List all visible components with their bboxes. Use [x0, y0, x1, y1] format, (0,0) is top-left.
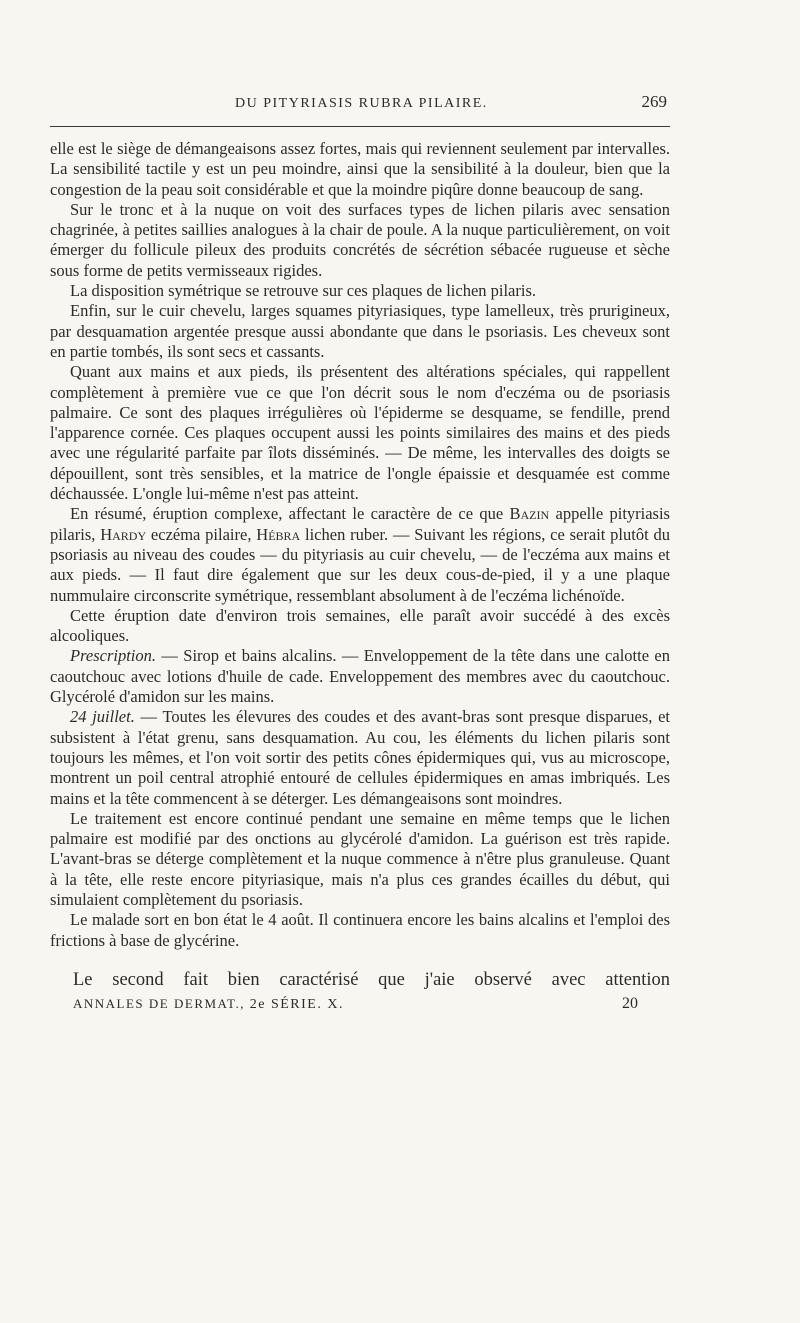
running-header — [50, 92, 670, 118]
running-title: DU PITYRIASIS RUBRA PILAIRE. — [235, 96, 488, 111]
paragraph-7: Cette éruption date d'environ trois semaines, elle paraît avoir succédé à des excès alcooliques. — [50, 605, 670, 646]
prescription-label: Prescription. — [70, 646, 157, 666]
paragraph-6 — [50, 504, 670, 605]
journal-signature — [73, 996, 344, 1013]
page — [50, 92, 670, 1013]
body-text — [50, 139, 670, 951]
author-hebra: Hébra — [256, 524, 301, 544]
signature-number: 20 — [622, 994, 638, 1012]
paragraph-9 — [50, 707, 670, 808]
paragraph-11: Le malade sort en bon état le 4 août. Il continuera encore les bains alcalins et l'emploi des frictions à base de glycérine. — [50, 910, 670, 950]
journal-name: ANNALES DE DERMAT., — [73, 995, 250, 1011]
date-entry-text: — Toutes les élevures des coudes et des avant-bras sont presque disparues, et subsistent à l'état grenu, sans desquamation. Au cou, les éléments du lichen pilaris sont toujours les mêmes, et l'on voit sortir des petits cônes épidermiques qui, vus au microscope, montrent un poil central atrophié entouré de cellules épidermiques en amas imbriqués. Les mains et la tête commencent à se déterger. Les démangeaisons sont moindres. — [50, 707, 670, 808]
paragraph-3: La disposition symétrique se retrouve sur ces plaques de lichen pilaris. — [70, 281, 537, 301]
author-hardy: Hardy — [100, 524, 147, 544]
header-rule — [50, 126, 670, 127]
closing-line: Le second fait bien caractérisé que j'aie observé avec attention — [73, 969, 670, 990]
journal-series: 2e SÉRIE. X. — [249, 996, 344, 1012]
paragraph-6-text-d: lichen ruber. — Suivant les régions, ce serait plutôt du psoriasis au niveau des coudes — du pityriasis au cuir chevelu, — de l'eczéma aux mains et aux pieds. — Il faut dire également que sur les deux cous-de-pied, il y a une plaque nummulaire circonscrite symétrique, ressemblant absolument à de l'eczéma lichénoïde. — [50, 524, 670, 605]
paragraph-6-text-a: En résumé, éruption complexe, affectant le caractère de ce que — [70, 504, 510, 524]
paragraph-2: Sur le tronc et à la nuque on voit des surfaces types de lichen pilaris avec sensation chagrinée, à petites saillies analogues à la chair de poule. A la nuque particulièrement, on voit émerger du follicule pileux des produits concrétés de sécrétion sébacée rugueuse et sèche sous forme de petits vermisseaux rigides. — [50, 199, 670, 280]
author-bazin: Bazin — [509, 504, 550, 524]
paragraph-5: Quant aux mains et aux pieds, ils présentent des altérations spéciales, qui rappellent complètement à première vue ce que l'on décrit sous le nom d'eczéma ou de psoriasis palmaire. Ce sont des plaques irrégulières où l'épiderme se desquame, se fendille, prend l'apparence cornée. Ces plaques occupent aussi les points similaires des mains et des pieds avec une régularité parfaite par îlots disséminés. — De même, les intervalles des doigts se dépouillent, sont très sensibles, et la matrice de l'ongle épaissie et desquamée est comme déchaussée. L'ongle lui-même n'est pas atteint. — [50, 362, 670, 504]
paragraph-4: Enfin, sur le cuir chevelu, larges squames pityriasiques, type lamelleux, très prurigineux, par desquamation argentée presque aussi abondante que dans le psoriasis. Les cheveux sont en partie tombés, ils sont secs et cassants. — [50, 301, 670, 361]
paragraph-6-text-b: appelle pityriasis pilaris, — [50, 504, 670, 544]
paragraph-10: Le traitement est encore continué pendant une semaine en même temps que le lichen palmaire est modifié par des onctions au glycérolé d'amidon. La guérison est très rapide. L'avant-bras se déterge complètement et la nuque commence à n'être plus granuleuse. Quant à la tête, elle reste encore pityriasique, mais n'a plus ces grandes écailles du début, qui simulaient complètement du psoriasis. — [50, 808, 670, 909]
date-label: 24 juillet. — [70, 707, 135, 727]
prescription-text: — Sirop et bains alcalins. — Enveloppement de la tête dans une calotte en caoutchouc avec lotions d'huile de cade. Enveloppement des membres avec du caoutchouc. Glycérolé d'amidon sur les mains. — [50, 646, 670, 707]
paragraph-8 — [50, 646, 670, 707]
paragraph-6-text-c: eczéma pilaire, — [146, 524, 257, 544]
page-number: 269 — [641, 92, 667, 111]
paragraph-1: elle est le siège de démangeaisons assez fortes, mais qui reviennent seulement par intervalles. La sensibilité tactile y est un peu moindre, ainsi que la sensibilité à la douleur, bien que la congestion de la peau soit considérable et que la moindre piqûre donne beaucoup de sang. — [50, 139, 670, 199]
page-footer — [50, 995, 670, 1013]
